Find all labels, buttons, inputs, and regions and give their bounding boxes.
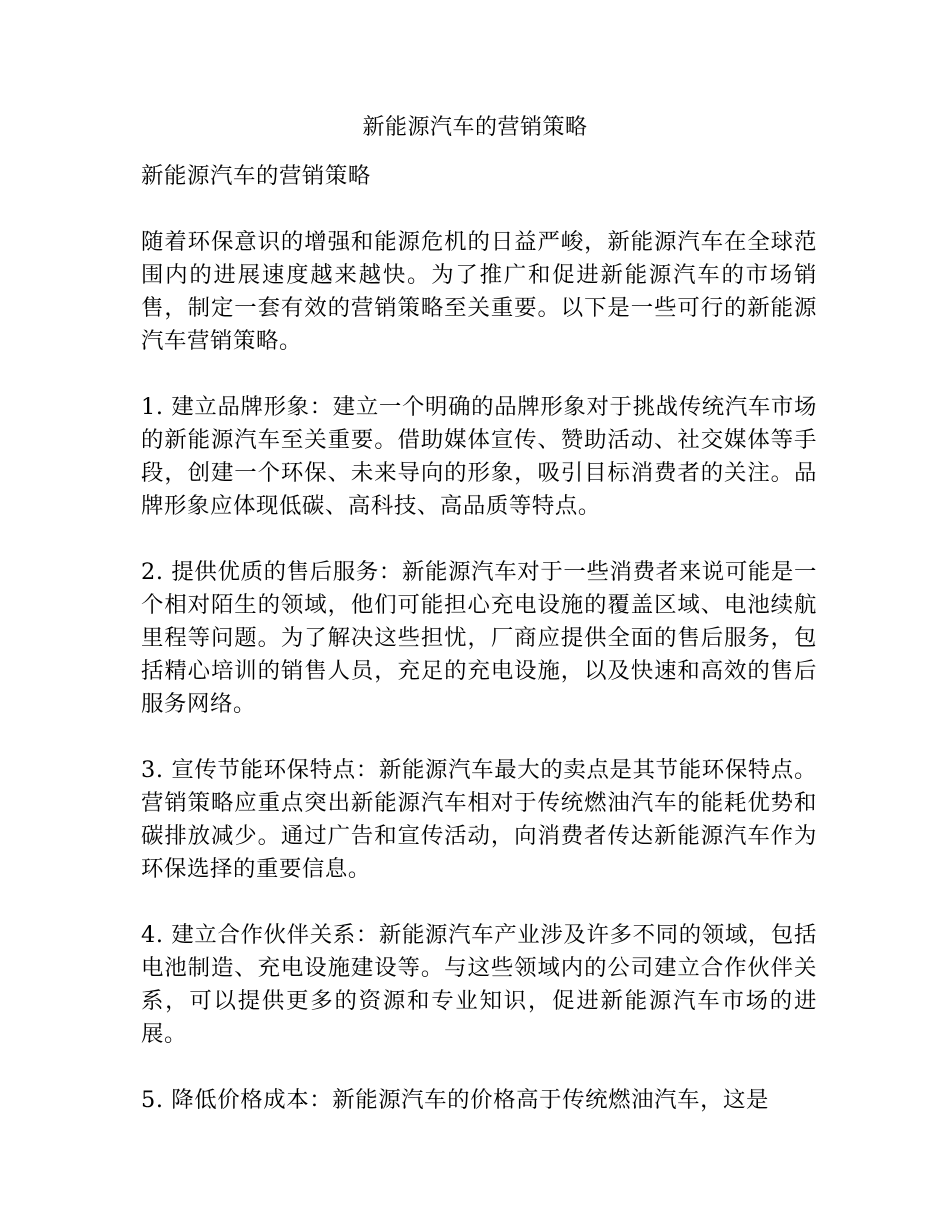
document-body bbox=[141, 160, 817, 1150]
strategy-item-5: 5. 降低价格成本：新能源汽车的价格高于传统燃油汽车，这是 bbox=[141, 1087, 770, 1113]
strategy-item-2: 2. 提供优质的售后服务：新能源汽车对于一些消费者来说可能是一个相对陌生的领域，他们可能担心充电设施的覆盖区域、电池续航里程等问题。为了解决这些担忧，厂商应提供全面的售后服务，包括精心培训的销售人员，充足的充电设施，以及快速和高效的售后服务网络。 bbox=[141, 559, 817, 717]
strategy-item-4: 4. 建立合作伙伴关系：新能源汽车产业涉及许多不同的领域，包括电池制造、充电设施建设等。与这些领域内的公司建立合作伙伴关系，可以提供更多的资源和专业知识，促进新能源汽车市场的进展。 bbox=[141, 922, 817, 1047]
document-subtitle: 新能源汽车的营销策略 bbox=[141, 163, 371, 189]
strategy-item-3: 3. 宣传节能环保特点：新能源汽车最大的卖点是其节能环保特点。营销策略应重点突出新能源汽车相对于传统燃油汽车的能耗优势和碳排放减少。通过广告和宣传活动，向消费者传达新能源汽车作为环保选择的重要信息。 bbox=[141, 757, 817, 882]
intro-paragraph: 随着环保意识的增强和能源危机的日益严峻，新能源汽车在全球范围内的进展速度越来越快。为了推广和促进新能源汽车的市场销售，制定一套有效的营销策略至关重要。以下是一些可行的新能源汽车营销策略。 bbox=[141, 229, 817, 354]
strategy-item-1: 1. 建立品牌形象：建立一个明确的品牌形象对于挑战传统汽车市场的新能源汽车至关重要。借助媒体宣传、赞助活动、社交媒体等手段，创建一个环保、未来导向的形象，吸引目标消费者的关注。品牌形象应体现低碳、高科技、高品质等特点。 bbox=[141, 394, 817, 519]
document-title: 新能源汽车的营销策略 bbox=[362, 115, 588, 140]
